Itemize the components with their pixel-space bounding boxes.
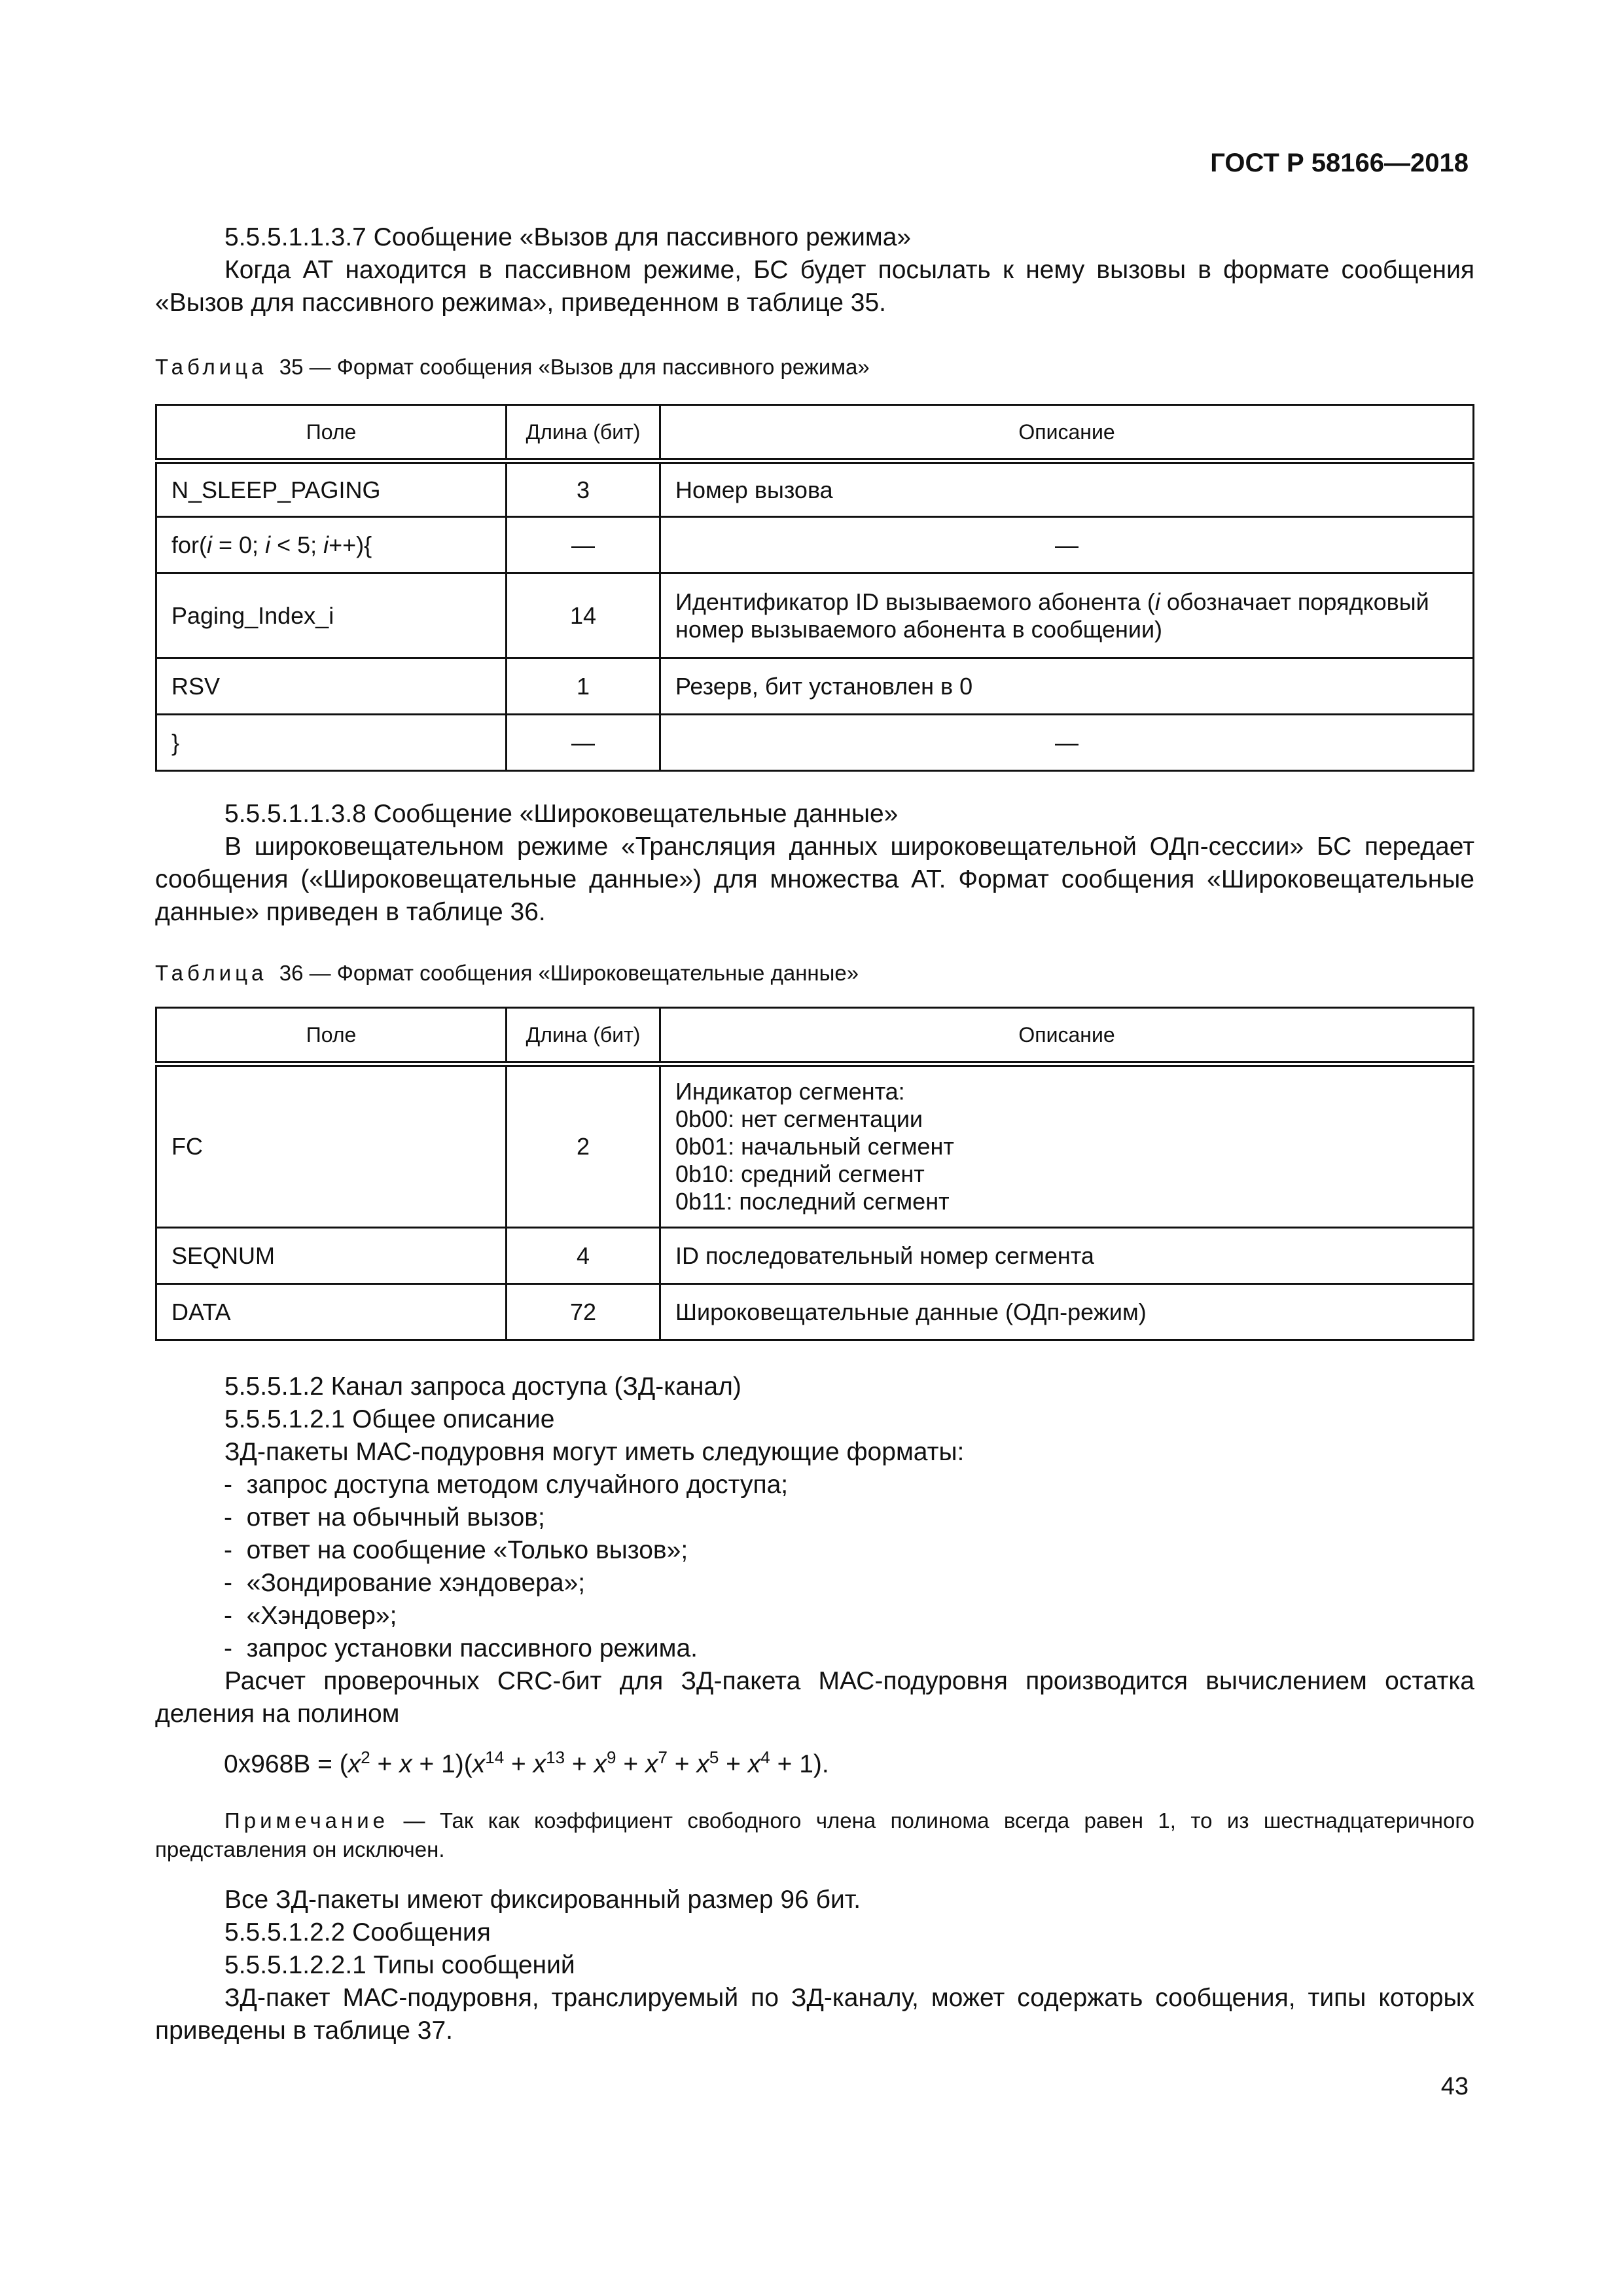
description-line: 0b01: начальный сегмент — [675, 1133, 954, 1160]
description-line: 0b10: средний сегмент — [675, 1160, 925, 1187]
field-cell: RSV — [156, 658, 507, 715]
field-cell: for(i = 0; i < 5; i++){ — [156, 517, 507, 573]
table-36-caption: Таблица 36 — Формат сообщения «Широковещательные данные» — [155, 961, 859, 985]
column-header: Поле — [156, 1008, 507, 1064]
length-cell: — — [507, 517, 660, 573]
description-cell: ID последовательный номер сегмента — [660, 1228, 1474, 1284]
description-line: 0b11: последний сегмент — [675, 1188, 950, 1215]
table-row — [156, 573, 1474, 658]
column-header: Поле — [156, 405, 507, 461]
description-cell: Широковещательные данные (ОДп-режим) — [660, 1284, 1474, 1340]
table-header-row — [156, 405, 1474, 461]
section-heading-5-5-5-1-2-2: 5.5.5.1.2.2 Сообщения — [224, 1918, 491, 1946]
field-cell: N_SLEEP_PAGING — [156, 461, 507, 517]
section-paragraph: В широковещательном режиме «Трансляция данных широковещательной ОДп-сессии» БС передает сообщения («Широковещательные данные») для множества АТ. Формат сообщения «Широковещательные данные» приведен в таблице 36. — [155, 833, 1474, 926]
table-row — [156, 461, 1474, 517]
table-row — [156, 1284, 1474, 1340]
polynomial-formula: $0x968B = (x^2 + x + 1)(x^{14} + x^{13} + x^9 + x^7 + x^5 + x^4 + 1)$. — [224, 1748, 829, 1778]
description-cell — [660, 1064, 1474, 1228]
length-cell: 1 — [507, 658, 660, 715]
field-cell: } — [156, 715, 507, 771]
description-line: Индикатор сегмента: — [675, 1078, 905, 1105]
field-cell: DATA — [156, 1284, 507, 1340]
table-row — [156, 1064, 1474, 1228]
section-paragraph: Когда АТ находится в пассивном режиме, БС будет посылать к нему вызовы в формате сообщения «Вызов для пассивного режима», приведенном в таблице 35. — [155, 256, 1474, 317]
description-cell: Идентификатор ID вызываемого абонента (i обозначает порядковый номер вызываемого абонента в сообщении) — [660, 573, 1474, 658]
column-header: Описание — [660, 1008, 1474, 1064]
length-cell: 3 — [507, 461, 660, 517]
table-row — [156, 517, 1474, 573]
field-cell: FC — [156, 1064, 507, 1228]
table-35-caption: Таблица 35 — Формат сообщения «Вызов для пассивного режима» — [155, 355, 870, 379]
length-cell: 2 — [507, 1064, 660, 1228]
description-cell: — — [660, 715, 1474, 771]
length-cell: — — [507, 715, 660, 771]
list-item: - запрос доступа методом случайного доступа; — [224, 1471, 789, 1499]
table-35 — [155, 404, 1474, 772]
section-heading-5-5-5-1-2-2-1: 5.5.5.1.2.2.1 Типы сообщений — [224, 1951, 575, 1979]
section-heading-5-5-5-1-1-3-7: 5.5.5.1.1.3.7 Сообщение «Вызов для пассивного режима» — [224, 223, 912, 251]
table-header-row — [156, 1008, 1474, 1064]
description-cell: Резерв, бит установлен в 0 — [660, 658, 1474, 715]
table-row — [156, 658, 1474, 715]
page-number: 43 — [1440, 2073, 1469, 2100]
description-line: 0b00: нет сегментации — [675, 1105, 923, 1132]
last-paragraph: ЗД-пакет МАС-подуровня, транслируемый по ЗД-каналу, может содержать сообщения, типы которых приведены в таблице 37. — [155, 1984, 1474, 2045]
list-item: - «Зондирование хэндовера»; — [224, 1569, 586, 1597]
length-cell: 72 — [507, 1284, 660, 1340]
description-cell: Номер вызова — [660, 461, 1474, 517]
column-header: Длина (бит) — [507, 405, 660, 461]
section-heading-5-5-5-1-1-3-8: 5.5.5.1.1.3.8 Сообщение «Широковещательные данные» — [224, 800, 899, 828]
note: Примечание — Так как коэффициент свободного члена полинома всегда равен 1, то из шестнадцатеричного представления он исключен. — [155, 1808, 1474, 1861]
fixed-size-paragraph: Все ЗД-пакеты имеют фиксированный размер 96 бит. — [224, 1886, 861, 1914]
table-36 — [155, 1007, 1474, 1341]
field-cell: SEQNUM — [156, 1228, 507, 1284]
formats-intro: ЗД-пакеты МАС-подуровня могут иметь следующие форматы: — [224, 1438, 965, 1466]
section-heading-5-5-5-1-2-1: 5.5.5.1.2.1 Общее описание — [224, 1405, 555, 1433]
column-header: Длина (бит) — [507, 1008, 660, 1064]
list-item: - «Хэндовер»; — [224, 1602, 397, 1630]
table-row — [156, 715, 1474, 771]
document-id: ГОСТ Р 58166—2018 — [1210, 149, 1469, 177]
table-row — [156, 1228, 1474, 1284]
column-header: Описание — [660, 405, 1474, 461]
description-cell: — — [660, 517, 1474, 573]
length-cell: 4 — [507, 1228, 660, 1284]
list-item: - запрос установки пассивного режима. — [224, 1634, 698, 1662]
field-cell: Paging_Index_i — [156, 573, 507, 658]
section-heading-5-5-5-1-2: 5.5.5.1.2 Канал запроса доступа (ЗД-канал) — [224, 1372, 741, 1401]
list-item: - ответ на сообщение «Только вызов»; — [224, 1536, 688, 1564]
length-cell: 14 — [507, 573, 660, 658]
crc-paragraph: Расчет проверочных CRC-бит для ЗД-пакета МАС-подуровня производится вычислением остатка деления на полином — [155, 1667, 1474, 1728]
list-item: - ответ на обычный вызов; — [224, 1503, 545, 1532]
